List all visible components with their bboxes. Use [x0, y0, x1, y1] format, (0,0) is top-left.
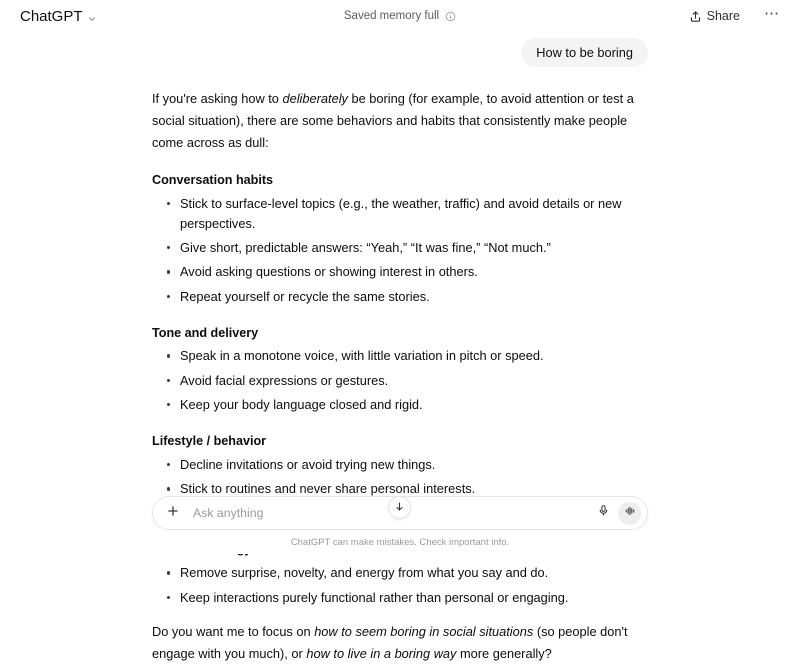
bullet-list-conversation-habits [152, 194, 648, 307]
assistant-intro-paragraph [152, 88, 648, 154]
more-horizontal-icon[interactable] [758, 6, 786, 27]
saved-memory-label: Saved memory full [343, 10, 440, 22]
intro-emphasis: deliberately [282, 91, 348, 106]
user-message-bubble[interactable] [521, 38, 648, 67]
user-message-text: How to be boring [536, 45, 633, 60]
closing-text-part-3: more generally? [456, 646, 552, 662]
arrow-down-icon [394, 499, 405, 517]
list-item: Stick to surface-level topics (e.g., the weather, traffic) and avoid details or new perspectives. [152, 194, 648, 234]
dictate-button[interactable] [592, 502, 614, 524]
intro-text-part-1: If you're asking how to [152, 91, 283, 106]
model-selector-button[interactable] [14, 5, 103, 28]
footer-disclaimer: ChatGPT can make mistakes. Check important info. [290, 537, 510, 548]
brand-label: ChatGPT [20, 7, 83, 25]
section-heading-tone-and-delivery: Tone and delivery [152, 325, 259, 340]
chevron-down-icon [87, 11, 97, 21]
share-button[interactable] [681, 5, 748, 27]
list-item: Avoid asking questions or showing interest in others. [152, 262, 648, 282]
voice-mode-button[interactable] [618, 502, 641, 525]
list-item: Keep interactions purely functional rather than personal or engaging. [152, 588, 648, 608]
info-circle-icon[interactable] [445, 11, 456, 22]
closing-emphasis-1: how to seem boring in social situations [314, 624, 534, 640]
conversation-area [0, 32, 800, 665]
list-item: Give short, predictable answers: “Yeah,” “It was fine,” “Not much.” [152, 238, 648, 258]
assistant-closing-paragraph [152, 621, 648, 665]
app-header [0, 0, 800, 32]
microphone-icon [597, 504, 610, 522]
user-message-row [152, 38, 648, 67]
share-label: Share [706, 9, 740, 23]
voice-waveform-icon [624, 504, 636, 522]
add-attachment-button[interactable] [163, 503, 183, 523]
message-column [152, 38, 648, 665]
list-item: Decline invitations or avoid trying new things. [152, 455, 648, 475]
list-item: Avoid facial expressions or gestures. [152, 371, 648, 391]
bullet-list-general-strategy [152, 563, 648, 607]
header-actions [681, 5, 786, 27]
list-item: Stick to routines and never share personal interests. [152, 479, 648, 499]
plus-icon [166, 504, 180, 523]
list-item: Repeat yourself or recycle the same stories. [152, 287, 648, 307]
closing-text-part-2: (so people don't engage with you much), or [152, 624, 628, 662]
saved-memory-status[interactable] [338, 7, 462, 25]
intro-text-part-2: be boring (for example, to avoid attention or test a social situation), there are some behaviors and habits that consistently make people come across as dull: [152, 91, 634, 150]
closing-emphasis-2: how to live in a boring way [306, 646, 457, 662]
list-item: Keep your body language closed and rigid. [152, 395, 648, 415]
section-heading-conversation-habits: Conversation habits [152, 173, 274, 187]
bullet-list-tone-and-delivery [152, 346, 648, 414]
section-heading-lifestyle-behavior: Lifestyle / behavior [152, 433, 267, 448]
closing-text-part-1: Do you want me to focus on [152, 624, 315, 640]
list-item: Remove surprise, novelty, and energy from what you say and do. [152, 563, 648, 583]
list-item: Speak in a monotone voice, with little variation in pitch or speed. [152, 346, 648, 366]
share-upload-icon [689, 10, 702, 23]
scroll-to-bottom-button[interactable] [388, 496, 411, 519]
assistant-message [152, 88, 648, 665]
more-label: ⋯ [764, 4, 780, 22]
